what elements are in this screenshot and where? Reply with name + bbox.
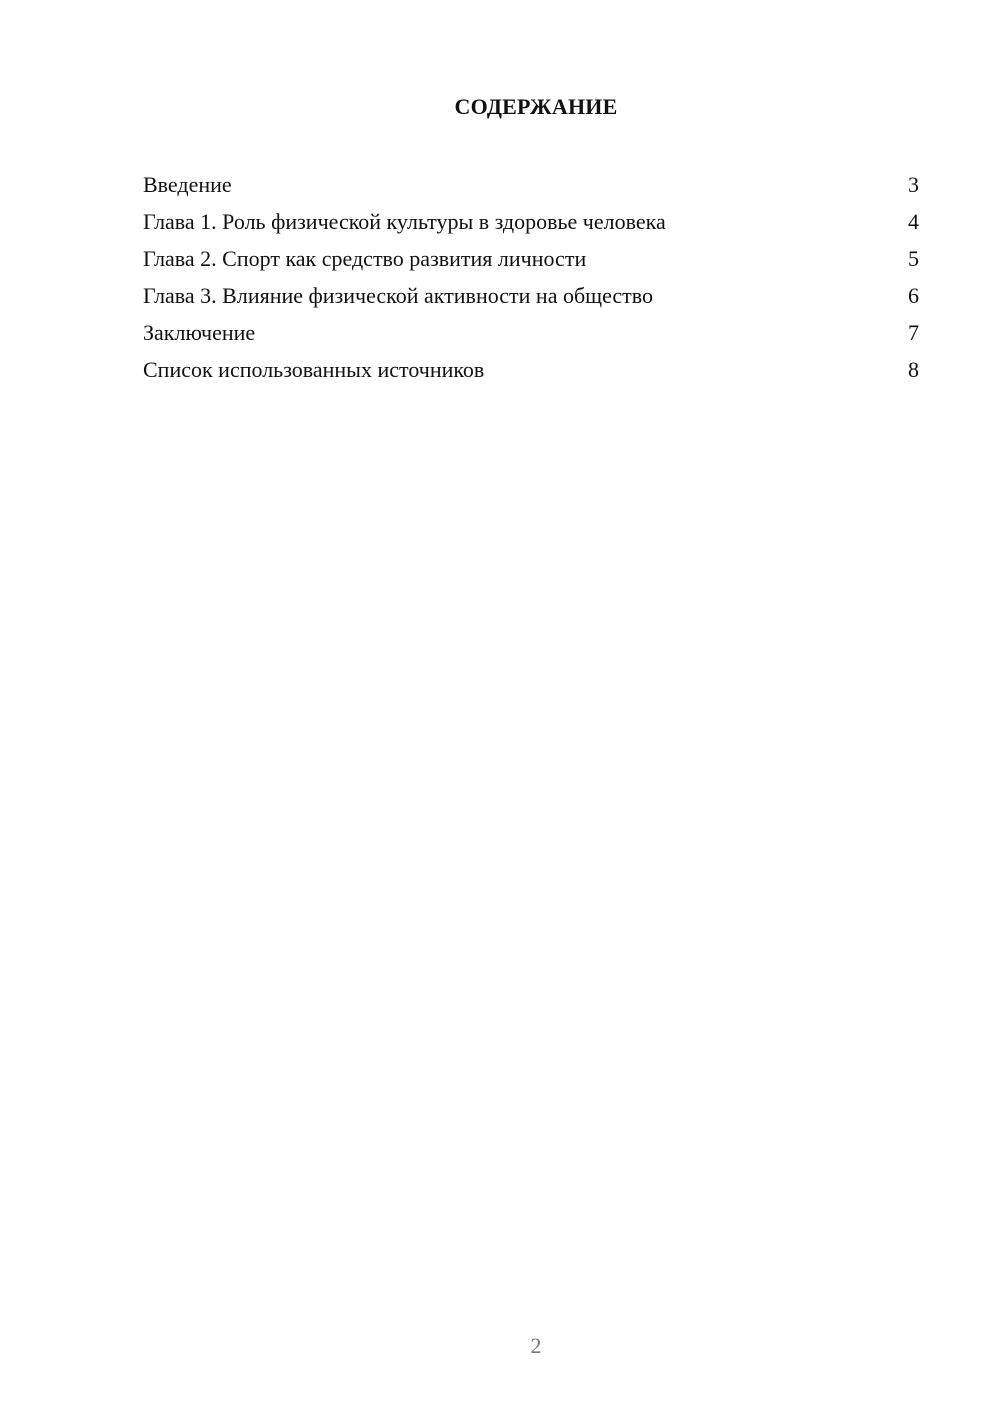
toc-entry-page: 5 (908, 246, 919, 271)
toc-entry-title: Глава 1. Роль физической культуры в здоровье человека (143, 209, 666, 234)
page-title: СОДЕРЖАНИЕ (454, 94, 618, 119)
toc-entry-title: Глава 2. Спорт как средство развития личности (143, 246, 587, 271)
toc-entry (143, 355, 919, 392)
toc-entry-title: Заключение (143, 320, 256, 345)
toc-entry (143, 244, 919, 281)
toc-entry-page: 6 (908, 283, 919, 308)
table-of-contents (143, 170, 919, 392)
toc-entry-page: 7 (908, 320, 919, 345)
toc-entry (143, 281, 919, 318)
toc-entry-title: Введение (143, 172, 232, 197)
toc-entry-page: 3 (908, 172, 919, 197)
toc-entry-title: Глава 3. Влияние физической активности на общество (143, 283, 654, 308)
toc-entry-page: 8 (908, 357, 919, 382)
toc-entry-page: 4 (908, 209, 919, 234)
toc-entry (143, 318, 919, 355)
toc-entry-title: Список использованных источников (143, 357, 485, 382)
toc-entry (143, 170, 919, 207)
toc-entry (143, 207, 919, 244)
page-number: 2 (530, 1333, 542, 1358)
